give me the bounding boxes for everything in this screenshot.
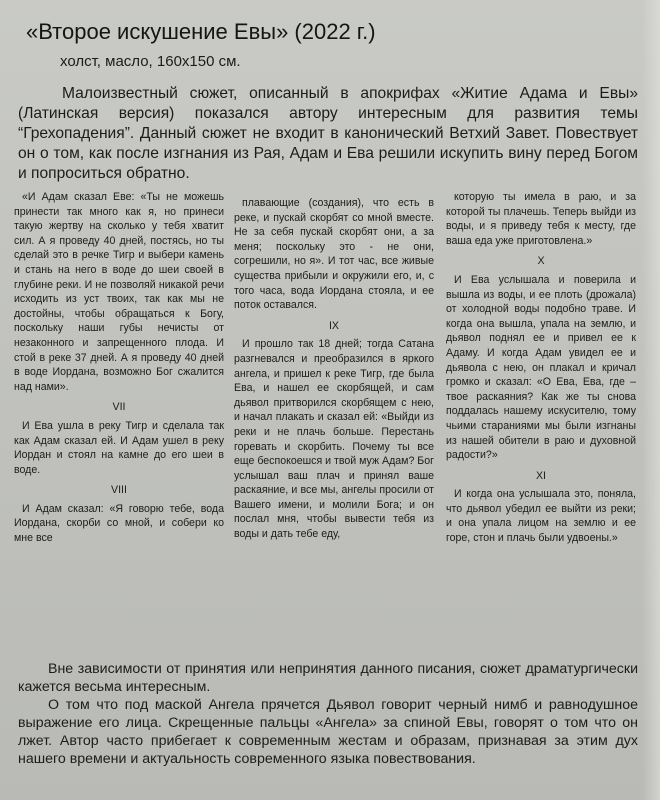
text-column-3 [446, 190, 636, 546]
column-1-paragraph-1: «И Адам сказал Еве: «Ты не можешь принести так много как я, но принеси такую жертву на сколько у тебя хватит сил. А я проведу 40 дней, постясь, но ты сделай это в речке Тигр и выбери камень и стань на него в воде до шеи своей в глубине реки. И не позволяй никакой речи исходить из уст твоих, так как мы не достойны, чтобы обращаться к Богу, поскольку наши губы нечисты от незаконного и запрещенного плода. И стой в реке 37 дней. А я проведу 40 дней в воде Иордана, возможно Бог сжалится над нами». [14, 191, 224, 393]
column-2-paragraph-2: И прошло так 18 дней; тогда Сатана разгневался и преобразился в яркого ангела, и пришел к реке Тигр, где была Ева, и нашел ее скорбящей, и сам дьявол притворился скорбящем с нею, и начал плакать и сказал ей: «Выйди из реки и не плачь больше. Перестань горевать и скорбить. Почему ты все еще беспокоешся и твой муж Адам? Бог услышал ваш плач и принял ваше раскаяние, и все мы, ангелы просили от Вашего имени, и молили Бога; и он послал мня, чтобы вывести тебя из воды и дать тебе еду, [234, 338, 434, 541]
column-1-paragraph-3: И Адам сказал: «Я говорю тебе, вода Иордана, скорби со мной, и собери ко мне все [14, 502, 224, 545]
chapter-number-xi: XI [535, 469, 546, 482]
column-3-paragraph-1: которую ты имела в раю, и за которой ты плачешь. Теперь выйди из воды, и я приведу тебя к месту, где ваша еда уже приготовлена.» [446, 191, 636, 247]
outro-paragraph-2: О том что под маской Ангела прячется Дьявол говорит черный нимб и равнодушное выражение его лица. Скрещенные пальцы «Ангела» за спиной Евы, говорят о том что он лжет. Автор часто прибегает к современным жестам и образам, признавая за этим дух нашего времени и актуальность современного языка повествования. [18, 697, 638, 767]
text-column-2 [234, 196, 434, 542]
chapter-number-viii: VIII [111, 484, 127, 497]
chapter-number-ix: IX [328, 319, 339, 332]
artwork-medium-size: холст, масло, 160х150 см. [60, 53, 241, 70]
chapter-number-x: X [537, 255, 545, 268]
column-3-paragraph-2: И Ева услышала и поверила и вышла из воды, и ее плоть (дрожала) от холодной воды подобно траве. И когда она вышла, упала на землю, и дьявол поднял ее и привел ее к Адаму. И когда Адам увидел ее и дьявола с нею, он плакал и кричал громко и сказал: «О Ева, Ева, где – твое раскаяния? Как же ты снова поддалась нашему искусителю, тому чьими стараниями мы были изгнаны из нашей обители в раю и духовной радости?» [446, 273, 636, 462]
column-3-paragraph-3: И когда она услышала это, поняла, что дьявол убедил ее выйти из реки; и она упала лицом на землю и ее горе, стон и плачь были удвоены.» [446, 488, 636, 545]
outro-paragraph-1: Вне зависимости от принятия или непринятия данного писания, сюжет драматургически кажется весьма интересным. [18, 661, 638, 695]
outro-section [18, 660, 638, 768]
chapter-number-vii: VII [112, 401, 126, 414]
column-1-paragraph-2: И Ева ушла в реку Тигр и сделала так как Адам сказал ей. И Адам ушел в реку Иордан и стоял на камне до его шеи в воде. [14, 419, 224, 476]
intro-text: Малоизвестный сюжет, описанный в апокрифах «Житие Адама и Евы» (Латинская версия) показался автору интересным для развития темы “Грехопадения”. Данный сюжет не входит в канонический Ветхий Завет. Повествует он о том, как после изгнания из Рая, Адам и Ева решили искупить вину перед Богом и попроситься обратно. [18, 85, 638, 182]
column-2-paragraph-1: плавающие (создания), что есть в реке, и пускай скорбят со мной вместе. Не за себя пускай скорбят они, а за меня; поскольку это - не они, согрешили, но я». И тот час, все живые существа прибыли и окружили его, и, с того часа, вода Иордана стояла, и ее поток оставался. [234, 197, 434, 312]
artwork-title: «Второе искушение Евы» (2022 г.) [26, 19, 376, 44]
text-column-1 [14, 190, 224, 546]
frame-edge-glare [642, 0, 660, 800]
intro-paragraph [18, 84, 638, 184]
